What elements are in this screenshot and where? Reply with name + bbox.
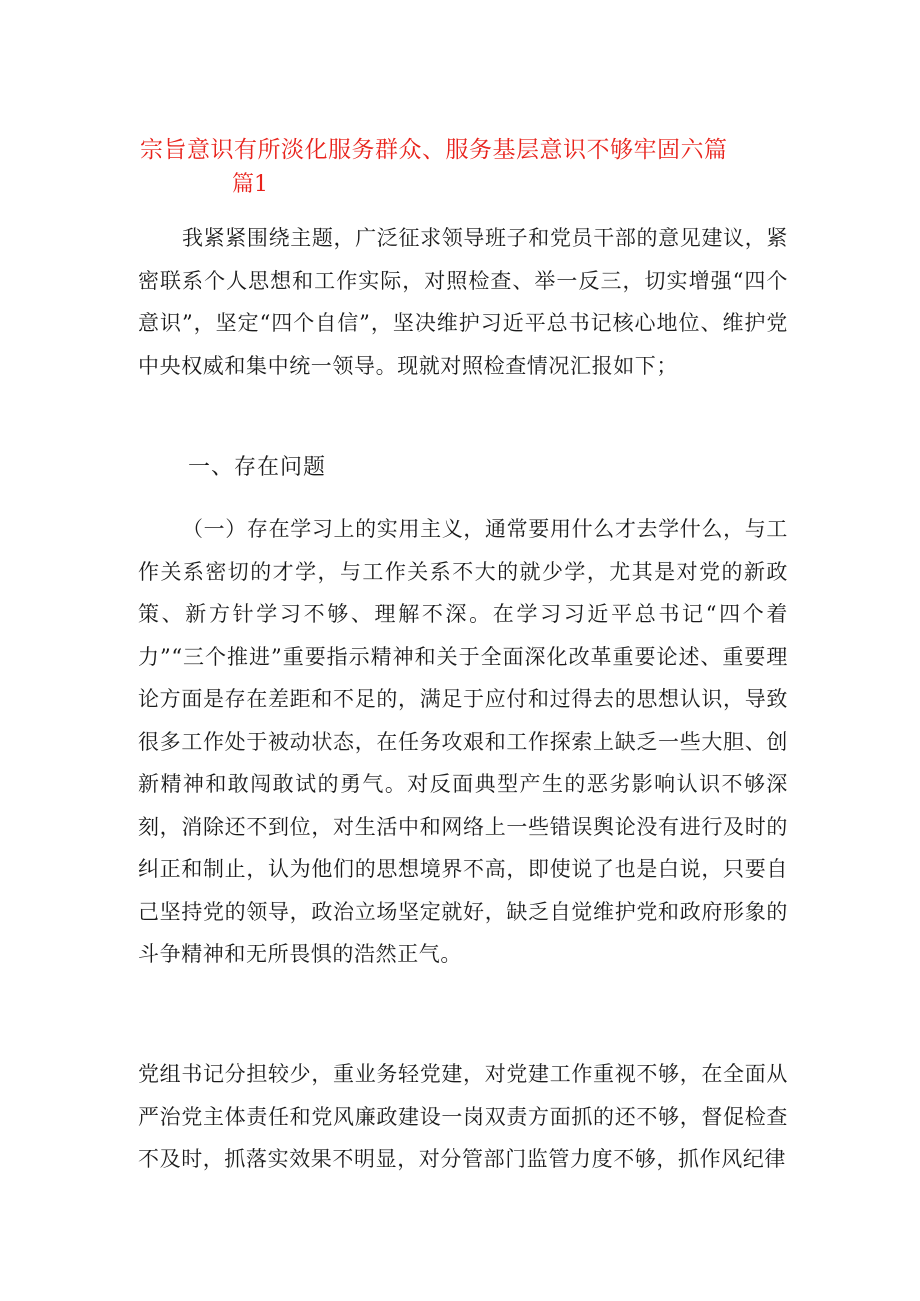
body-paragraph-1: （一）存在学习上的实用主义，通常要用什么才去学什么，与工作关系密切的才学，与工作关系不大的就少学，尤其是对党的新政策、新方针学习不够、理解不深。在学习习近平总书记“四个着力”“三个推进”重要指示精神和关于全面深化改革重要论述、重要理论方面是存在差距和不足的，满足于应付和过得去的思想认识，导致很多工作处于被动状态，在任务攻艰和工作探索上缺乏一些大胆、创新精神和敢闯敢试的勇气。对反面典型产生的恶劣影响认识不够深刻，消除还不到位，对生活中和网络上一些错误舆论没有进行及时的纠正和制止，认为他们的思想境界不高，即使说了也是白说，只要自己坚持党的领导，政治立场坚定就好，缺乏自觉维护党和政府形象的斗争精神和无所畏惧的浩然正气。 (138, 517, 788, 966)
document-title: 宗旨意识有所淡化服务群众、服务基层意识不够牢固六篇 (140, 137, 728, 163)
body-paragraph-2: 党组书记分担较少，重业务轻党建，对党建工作重视不够，在全面从严治党主体责任和党风廉政建设一岗双责方面抓的还不够，督促检查不及时，抓落实效果不明显，对分管部门监管力度不够，抓作风纪律 (138, 1062, 788, 1171)
section-heading: 一、存在问题 (188, 455, 327, 480)
document-subtitle: 篇1 (232, 172, 268, 197)
intro-paragraph: 我紧紧围绕主题，广泛征求领导班子和党员干部的意见建议，紧密联系个人思想和工作实际，对照检查、举一反三，切实增强“四个意识”，坚定“四个自信”，坚决维护习近平总书记核心地位、维护党中央权威和集中统一领导。现就对照检查情况汇报如下； (138, 226, 788, 378)
